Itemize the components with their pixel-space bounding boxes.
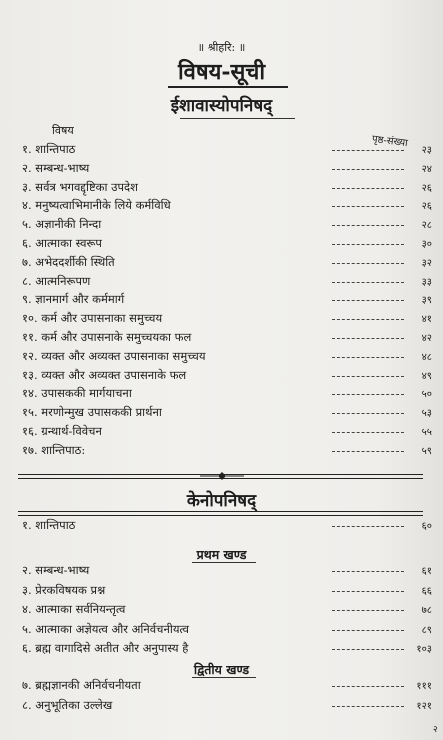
toc-row [22, 602, 432, 620]
dotted-leader [332, 376, 404, 377]
part1-heading: प्रथम खण्ड [196, 547, 247, 562]
toc-entry-page: ६१ [421, 566, 432, 577]
toc-entry-label: १. शान्तिपाठ [22, 142, 76, 156]
dotted-leader [332, 338, 404, 339]
toc-entry-label: ५. अज्ञानीकी निन्दा [22, 217, 102, 232]
toc-entry-page: १२१ [416, 701, 432, 712]
dotted-leader [332, 244, 404, 245]
toc-row [22, 443, 432, 461]
dotted-leader [332, 206, 404, 207]
dotted-leader [332, 649, 404, 650]
dotted-leader [332, 394, 404, 395]
toc-row [22, 405, 432, 423]
toc-row [22, 236, 432, 254]
ornament-icon [198, 472, 246, 480]
toc-row [22, 198, 432, 216]
dotted-leader [332, 225, 404, 226]
toc-row [22, 255, 432, 273]
toc-row [22, 142, 432, 160]
dotted-leader [332, 300, 404, 301]
dotted-leader [332, 169, 404, 170]
toc-entry-label: ९. ज्ञानमार्ग और कर्ममार्ग [22, 292, 125, 307]
toc-entry-label: १६. ग्रन्थार्थ-विवेचन [22, 424, 102, 438]
toc-entry-page: २६ [421, 201, 432, 213]
toc-entry-label: २. सम्बन्ध-भाष्य [22, 563, 90, 577]
toc-entry-label: १४. उपासककी मार्गयाचना [22, 386, 132, 401]
part2-heading: द्वितीय खण्ड [193, 662, 250, 677]
toc-row [22, 641, 432, 659]
toc-entry-label: ३. प्रेरकविषयक प्रश्न [22, 582, 106, 597]
toc-entry-page: ३० [421, 239, 432, 250]
toc-entry-label: ५. आत्माका अज्ञेयत्व और अनिर्वचनीयत्व [22, 621, 189, 636]
toc-row [22, 678, 432, 696]
toc-row [22, 161, 432, 179]
toc-row [22, 217, 432, 235]
toc-row [22, 274, 432, 292]
toc-entry-page: ५० [421, 389, 432, 401]
page-edge-mark: २ [433, 725, 438, 735]
toc-row [22, 349, 432, 367]
toc-entry-label: १२. व्यक्त और अव्यक्त उपासनाका समुच्चय [22, 348, 206, 363]
dotted-leader [332, 630, 404, 631]
toc-row [22, 583, 432, 601]
toc-entry-page: ६० [421, 521, 432, 532]
isha-underline [180, 118, 295, 119]
toc-entry-label: ७. ब्रह्मज्ञानकी अनिर्वचनीयता [22, 678, 141, 692]
toc-entry-page: ५५ [421, 427, 432, 438]
toc-row [22, 518, 432, 536]
dotted-leader [332, 451, 404, 452]
toc-entry-label: ४. आत्माका सर्वनियन्तृत्व [22, 602, 126, 616]
toc-entry-page: २६ [421, 182, 432, 194]
dotted-leader [332, 686, 404, 687]
dotted-leader [332, 319, 404, 320]
toc-row [22, 698, 432, 716]
toc-entry-label: १. शान्तिपाठ [22, 518, 76, 532]
toc-entry-page: २४ [421, 163, 432, 175]
toc-entry-label: ३. सर्वत्र भगवद्दृष्टिका उपदेश [22, 179, 138, 194]
toc-entry-page: ४२ [421, 333, 432, 344]
dotted-leader [332, 432, 404, 433]
isha-title: ईशावास्योपनिषद् [170, 96, 273, 116]
toc-entry-label: ११. कर्म और उपासनाके समुच्चयका फल [22, 330, 192, 344]
toc-row [22, 292, 432, 310]
toc-entry-page: १०३ [416, 644, 432, 655]
toc-row [22, 368, 432, 386]
column-heading-topic: विषय [52, 124, 74, 137]
toc-entry-label: २. सम्बन्ध-भाष्य [22, 160, 90, 175]
toc-entry-label: ८. आत्मनिरूपण [22, 273, 91, 288]
dotted-leader [332, 282, 404, 283]
header-tag: ॥ श्रीहरि: ॥ [197, 41, 246, 54]
toc-row [22, 563, 432, 581]
column-heading-page: पृष्ठ-संख्या [371, 133, 409, 150]
toc-entry-page: ५३ [421, 408, 432, 420]
toc-entry-page: ५९ [421, 445, 432, 457]
toc-entry-label: १३. व्यक्त और अव्यक्त उपासनाके फल [22, 367, 187, 382]
dotted-leader [332, 263, 404, 264]
page-title: विषय-सूची [177, 59, 266, 85]
toc-entry-label: ४. मनुष्यत्वाभिमानीके लिये कर्मविधि [22, 198, 171, 213]
dotted-leader [332, 413, 404, 414]
toc-entry-page: २८ [421, 220, 432, 232]
toc-entry-page: ४१ [421, 314, 432, 326]
toc-row [22, 424, 432, 442]
toc-entry-page: २३ [421, 145, 432, 156]
dotted-leader [332, 706, 404, 707]
toc-entry-label: ६. ब्रह्म वागादिसे अतीत और अनुपास्य है [22, 641, 189, 655]
dotted-leader [332, 610, 404, 611]
toc-row [22, 311, 432, 329]
toc-entry-page: ४८ [421, 351, 432, 363]
toc-entry-label: ७. अभेददर्शीकी स्थिति [22, 254, 115, 269]
toc-row [22, 622, 432, 640]
toc-entry-label: ८. अनुभूतिका उल्लेख [22, 698, 113, 712]
toc-row [22, 330, 432, 348]
toc-row [22, 180, 432, 198]
toc-entry-page: ४९ [421, 370, 432, 382]
dotted-leader [332, 150, 404, 151]
toc-entry-label: १५. मरणोन्मुख उपासककी प्रार्थना [22, 405, 162, 420]
dotted-leader [332, 571, 404, 572]
dotted-leader [332, 188, 404, 189]
toc-entry-page: ३२ [421, 257, 432, 269]
toc-entry-page: ८९ [421, 624, 432, 636]
toc-entry-page: ७८ [421, 605, 432, 616]
title-underline [168, 86, 288, 88]
dotted-leader [332, 526, 404, 527]
toc-entry-label: १०. कर्म और उपासनाका समुच्चय [22, 311, 163, 326]
toc-entry-page: १११ [416, 681, 432, 692]
toc-entry-label: ६. आत्माका स्वरूप [22, 236, 102, 250]
dotted-leader [332, 591, 404, 592]
toc-entry-page: ३३ [421, 276, 432, 288]
dotted-leader [332, 357, 404, 358]
toc-entry-page: ३९ [421, 295, 432, 307]
toc-entry-page: ६६ [421, 585, 432, 597]
toc-entry-label: १७. शान्तिपाठ: [22, 442, 86, 457]
kena-title: केनोपनिषद् [186, 491, 257, 511]
toc-row [22, 386, 432, 404]
